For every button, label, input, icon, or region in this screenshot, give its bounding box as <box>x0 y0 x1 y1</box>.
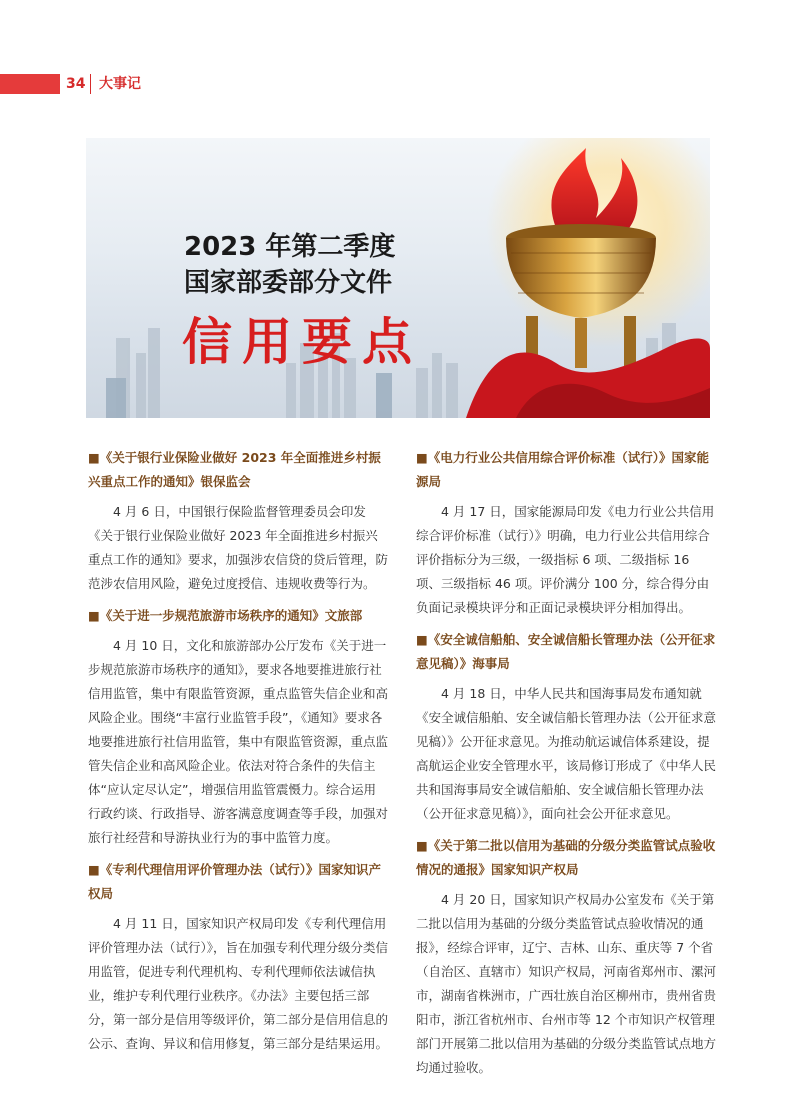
hero-title-line2: 国家部委部分文件 <box>184 268 393 298</box>
page-number: 34 <box>66 76 86 92</box>
article-body: 4 月 20 日，国家知识产权局办公室发布《关于第二批以信用为基础的分级分类监管试点验收情况的通报》，经综合评审，辽宁、吉林、山东、重庆等 7 个省（自治区、直辖市）知识产权局，河南省郑州市、漯河市，湖南省株洲市，广西壮族自治区柳州市，贵州省贵阳市，浙江省杭州市、台州市等 12 个市知识产权管理部门开展第二批以信用为基础的分级分类监管试点地方均通过验收。 <box>416 892 717 1075</box>
hero-banner <box>86 138 710 418</box>
article-heading: ■《电力行业公共信用综合评价标准（试行）》国家能源局 <box>416 450 710 489</box>
article-body: 4 月 10 日，文化和旅游部办公厅发布《关于进一步规范旅游市场秩序的通知》，要求各地要推进旅行社信用监管，集中有限监管资源，重点监管失信企业和高风险企业。围绕“丰富行业监管手段”，《通知》要求各地要推进旅行社信用监管，集中有限监管资源，重点监管失信企业和高风险企业。依法对符合条件的失信主体“应认定尽认定”，增强信用监管震慑力。综合运用行政约谈、行政指导、游客满意度调查等手段，加强对旅行社经营和导游执业行为的事中监管力度。 <box>88 638 389 845</box>
header-divider <box>90 74 91 94</box>
right-column <box>416 446 716 1088</box>
article-body: 4 月 18 日，中华人民共和国海事局发布通知就《安全诚信船舶、安全诚信船长管理办法（公开征求意见稿）》公开征求意见。为推动航运诚信体系建设，提高航运企业安全管理水平，该局修订形成了《中华人民共和国海事局安全诚信船舶、安全诚信船长管理办法（公开征求意见稿）》，面向社会公开征求意见。 <box>416 686 717 821</box>
section-title: 大事记 <box>99 76 141 92</box>
header-accent-bar <box>0 74 60 94</box>
hero-title-line3: 信用要点 <box>182 312 422 371</box>
article-heading: ■《关于进一步规范旅游市场秩序的通知》文旅部 <box>88 608 363 623</box>
hero-title-line1: 2023 年第二季度 <box>184 232 396 262</box>
left-column <box>88 446 388 1064</box>
article-heading: ■《关于银行业保险业做好 2023 年全面推进乡村振兴重点工作的通知》银保监会 <box>88 450 381 489</box>
hero-illustration <box>86 138 710 418</box>
article-body: 4 月 6 日，中国银行保险监督管理委员会印发《关于银行业保险业做好 2023 年全面推进乡村振兴重点工作的通知》要求，加强涉农信贷的贷后管理，防范涉农信用风险，避免过度授信、违规收费等行为。 <box>88 504 389 591</box>
article-heading: ■《专利代理信用评价管理办法（试行）》国家知识产权局 <box>88 862 382 901</box>
article-body: 4 月 17 日，国家能源局印发《电力行业公共信用综合评价标准（试行）》明确，电力行业公共信用综合评价指标分为三级，一级指标 6 项、二级指标 16 项、三级指标 46 项。评价满分 100 分，综合得分由负面记录模块评分和正面记录模块评分相加得出。 <box>416 504 715 615</box>
article-heading: ■《安全诚信船舶、安全诚信船长管理办法（公开征求意见稿）》海事局 <box>416 632 716 671</box>
article-body: 4 月 11 日，国家知识产权局印发《专利代理信用评价管理办法（试行）》，旨在加强专利代理分级分类信用监管，促进专利代理机构、专利代理师依法诚信执业，维护专利代理行业秩序。《办法》主要包括三部分，第一部分是信用等级评价，第二部分是信用信息的公示、查询、异议和信用修复，第三部分是结果运用。 <box>88 916 389 1051</box>
article-heading: ■《关于第二批以信用为基础的分级分类监管试点验收情况的通报》国家知识产权局 <box>416 838 716 877</box>
